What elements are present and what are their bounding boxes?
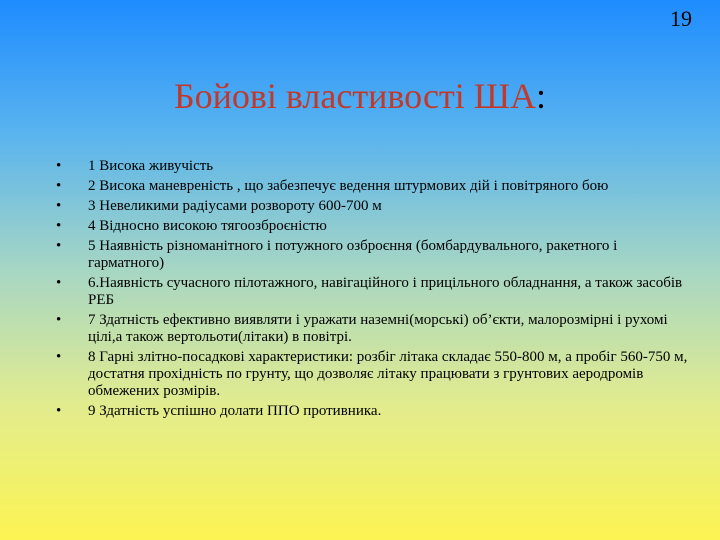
list-item-text: 2 Висока маневреність , що забезпечує ведення штурмових дій і повітряного бою <box>88 178 609 194</box>
bullet-icon: • <box>56 349 62 365</box>
slide-title <box>0 74 720 118</box>
list-item <box>56 312 696 346</box>
list-item-text: 1 Висока живучість <box>88 158 214 174</box>
bullet-list <box>56 158 696 423</box>
slide-title-text: Бойові властивості ША <box>173 76 537 116</box>
list-item-text: 8 Гарні злітно-посадкові характеристики: розбіг літака складає 550-800 м, а пробіг 560-750 м, достатня прохідність по грунту, що дозволяє літаку працювати з грунтових аеродромів обмежених розмірів. <box>88 349 688 399</box>
list-item <box>56 349 696 400</box>
bullet-icon: • <box>56 275 62 291</box>
bullet-icon: • <box>56 312 62 328</box>
bullet-icon: • <box>56 218 62 234</box>
list-item-text: 7 Здатність ефективно виявляти і уражати наземні(морські) об’єкти, малорозмірні і рухомі цілі,а також вертольоти(літаки) в повітрі. <box>88 312 668 345</box>
list-item-text: 5 Наявність різноманітного і потужного озброєння (бомбардувального, ракетного і гарматного) <box>88 238 618 271</box>
list-item <box>56 178 696 195</box>
list-item <box>56 403 696 420</box>
bullet-icon: • <box>56 158 62 174</box>
list-item <box>56 275 696 309</box>
bullet-icon: • <box>56 238 62 254</box>
list-item <box>56 238 696 272</box>
list-item-text: 4 Відносно високою тягоозброєністю <box>88 218 327 234</box>
list-item-text: 3 Невеликими радіусами розвороту 600-700 м <box>88 198 382 214</box>
slide-title-colon: : <box>536 76 547 116</box>
list-item-text: 6.Наявність сучасного пілотажного, навігаційного і прицільного обладнання, а також засобів РЕБ <box>88 275 683 308</box>
list-item <box>56 158 696 175</box>
bullet-icon: • <box>56 403 62 419</box>
bullet-icon: • <box>56 178 62 194</box>
page-number: 19 <box>670 6 692 31</box>
list-item <box>56 218 696 235</box>
list-item-text: 9 Здатність успішно долати ППО противника. <box>88 403 382 419</box>
list-item <box>56 198 696 215</box>
bullet-icon: • <box>56 198 62 214</box>
